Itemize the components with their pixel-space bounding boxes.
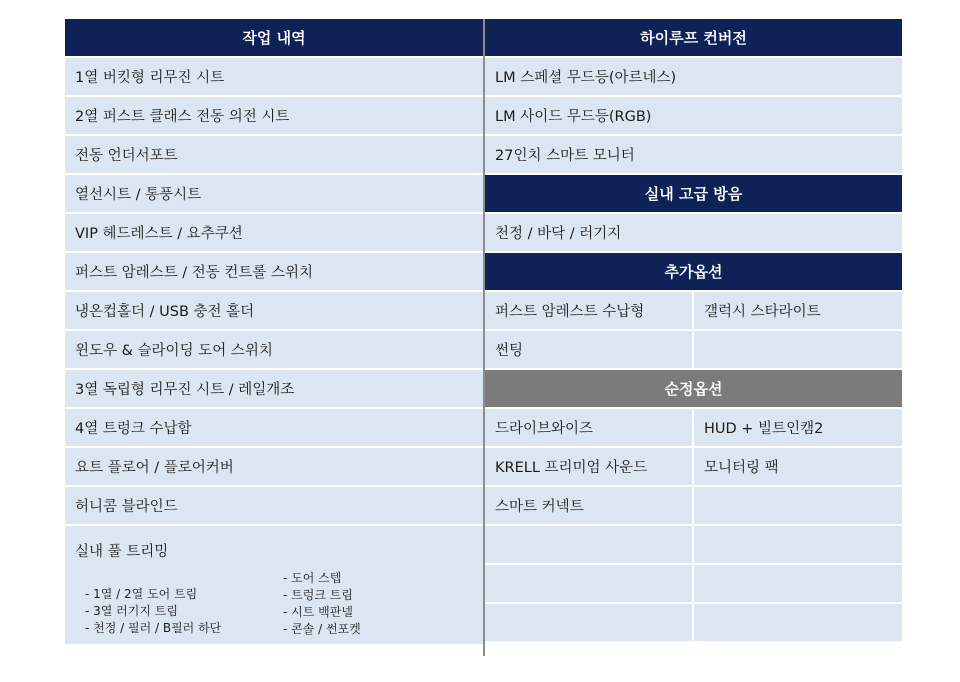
- empty-cell: [485, 526, 692, 563]
- genuine-options-header: 순정옵션: [485, 370, 902, 407]
- trim-item: - 트렁크 트림: [283, 588, 353, 602]
- empty-row: [485, 526, 902, 563]
- work-history-header: 작업 내역: [65, 19, 483, 56]
- empty-cell: [694, 565, 902, 602]
- trim-item: - 시트 백판넬: [283, 605, 353, 619]
- option-cell: HUD + 빌트인캠2: [694, 409, 902, 446]
- empty-row: [485, 565, 902, 602]
- genuine-options-row: [485, 487, 902, 524]
- empty-cell: [485, 565, 692, 602]
- trim-list-a: [85, 586, 221, 637]
- hilife-item: LM 사이드 무드등(RGB): [485, 97, 902, 134]
- work-item: 1열 버킷형 리무진 시트: [65, 58, 483, 95]
- work-history-column: [65, 19, 483, 644]
- options-column: [485, 19, 902, 641]
- work-item: 3열 독립형 리무진 시트 / 레일개조: [65, 370, 483, 407]
- genuine-options-row: [485, 409, 902, 446]
- work-item: 퍼스트 암레스트 / 전동 컨트롤 스위치: [65, 253, 483, 290]
- full-trim-title: 실내 풀 트리밍: [75, 544, 169, 560]
- extra-options-row: [485, 331, 902, 368]
- hilife-item: 27인치 스마트 모니터: [485, 136, 902, 173]
- work-item: 냉온컵홀더 / USB 충전 홀더: [65, 292, 483, 329]
- work-item: VIP 헤드레스트 / 요추쿠션: [65, 214, 483, 251]
- option-cell: 드라이브와이즈: [485, 409, 692, 446]
- work-item-honeycomb: 허니콤 블라인드: [65, 487, 483, 524]
- work-item: 4열 트렁크 수납함: [65, 409, 483, 446]
- trim-item: - 도어 스텝: [283, 571, 342, 585]
- option-cell: KRELL 프리미엄 사운드: [485, 448, 692, 485]
- work-item: 윈도우 & 슬라이딩 도어 스위치: [65, 331, 483, 368]
- option-cell: 모니터링 팩: [694, 448, 902, 485]
- empty-row: [485, 604, 902, 641]
- trim-item: - 3열 러기지 트림: [85, 604, 178, 618]
- soundproof-item: 천정 / 바닥 / 러기지: [485, 214, 902, 251]
- option-cell: 갤럭시 스타라이트: [694, 292, 902, 329]
- work-item: 열선시트 / 통풍시트: [65, 175, 483, 212]
- option-cell: [694, 487, 902, 524]
- genuine-options-row: [485, 448, 902, 485]
- trim-item: - 1열 / 2열 도어 트림: [85, 587, 198, 601]
- full-trim-cell: [65, 526, 483, 644]
- trim-list-b: [283, 570, 361, 638]
- empty-cell: [694, 604, 902, 641]
- extra-options-header: 추가옵션: [485, 253, 902, 290]
- option-cell: 스마트 커넥트: [485, 487, 692, 524]
- trim-item: - 천정 / 필러 / B필러 하단: [85, 621, 222, 635]
- hilife-header: 하이루프 컨버전: [485, 19, 902, 56]
- soundproof-header: 실내 고급 방음: [485, 175, 902, 212]
- work-item: 전동 언더서포트: [65, 136, 483, 173]
- extra-options-row: [485, 292, 902, 329]
- trim-item: - 콘솔 / 썬포켓: [283, 622, 361, 636]
- work-item: 2열 퍼스트 클래스 전동 의전 시트: [65, 97, 483, 134]
- empty-cell: [694, 526, 902, 563]
- option-cell: 퍼스트 암레스트 수납형: [485, 292, 692, 329]
- option-cell: 썬팅: [485, 331, 692, 368]
- hilife-item: LM 스페셜 무드등(아르네스): [485, 58, 902, 95]
- option-cell: [694, 331, 902, 368]
- work-item: 요트 플로어 / 플로어커버: [65, 448, 483, 485]
- empty-cell: [485, 604, 692, 641]
